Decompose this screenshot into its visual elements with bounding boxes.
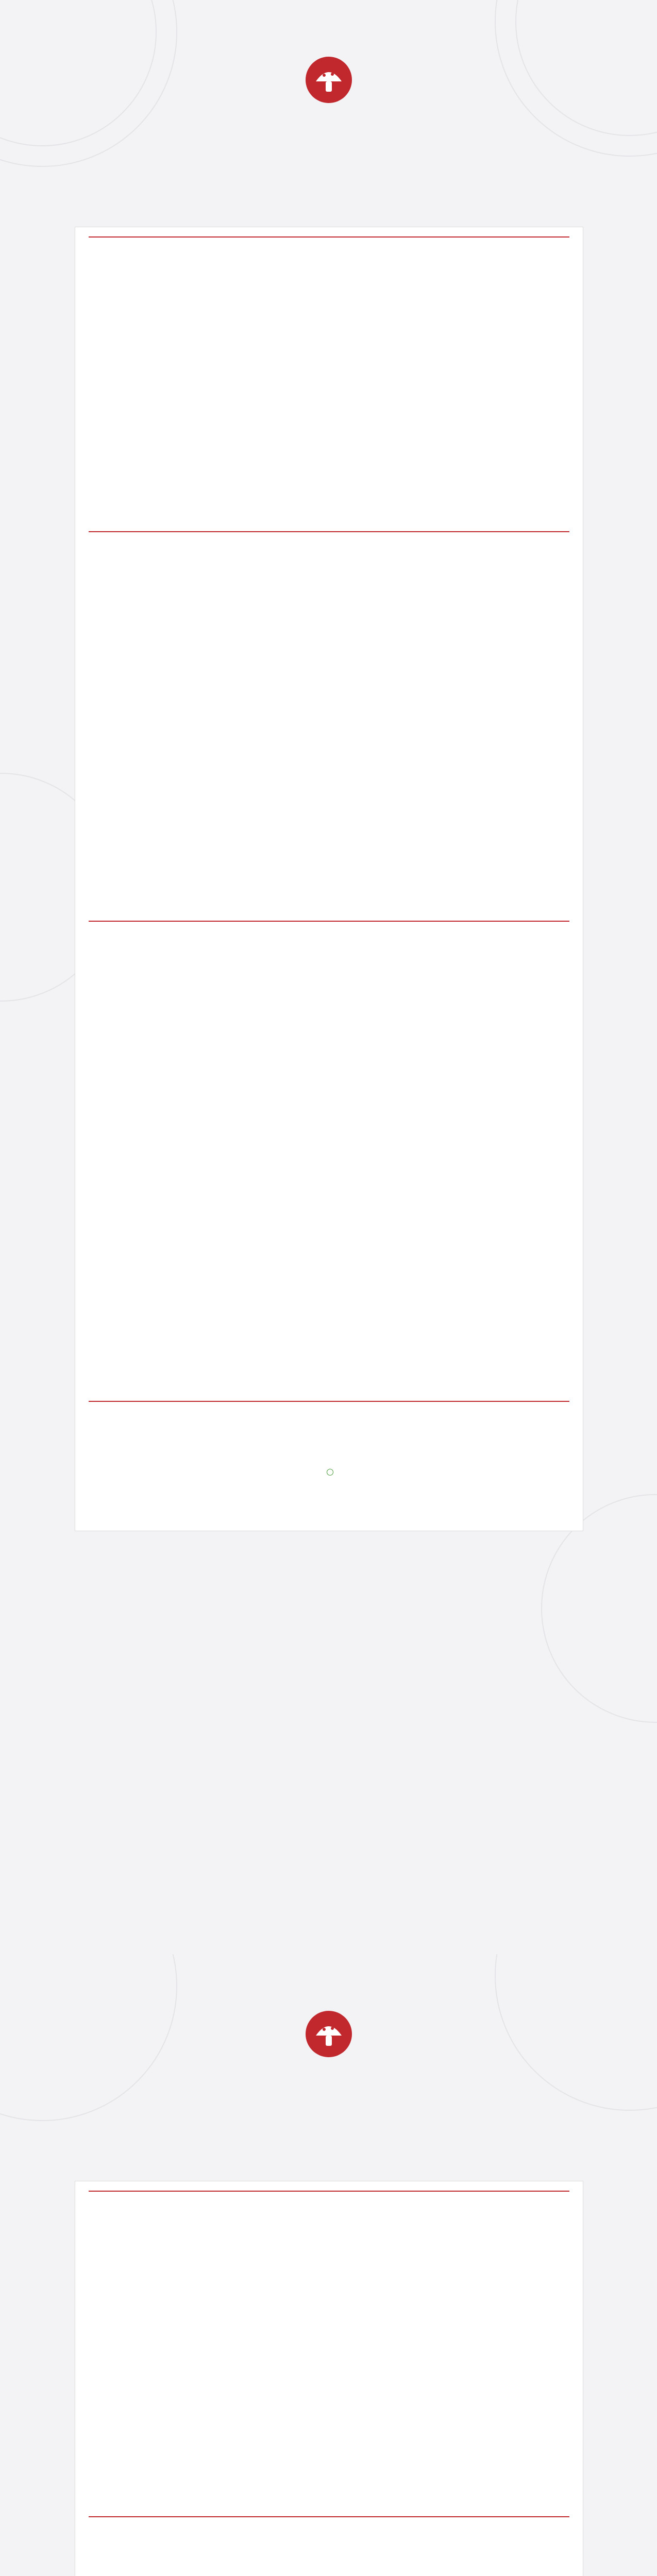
- footer-legend: [106, 1469, 552, 1476]
- logo: [0, 2011, 657, 2064]
- footer: [106, 1469, 552, 1476]
- ensaladas-column: [348, 547, 570, 559]
- divider: [89, 2516, 569, 2517]
- divider: [89, 921, 569, 922]
- divider: [89, 1401, 569, 1402]
- divider: [89, 2191, 569, 2192]
- mushroom-emblem-icon: [306, 2011, 352, 2057]
- divider: [89, 531, 569, 532]
- salads-column: [348, 2532, 570, 2544]
- menu-card: [75, 227, 583, 1531]
- divider: [89, 236, 569, 238]
- vegetarian-icon: [327, 1469, 333, 1476]
- mushroom-emblem-icon: [306, 57, 352, 103]
- nigiris-column: [348, 265, 570, 284]
- nigiris-column: [348, 2219, 570, 2238]
- menu-page-english: [0, 1954, 657, 2576]
- logo: [0, 57, 657, 110]
- menu-card: [75, 2181, 583, 2576]
